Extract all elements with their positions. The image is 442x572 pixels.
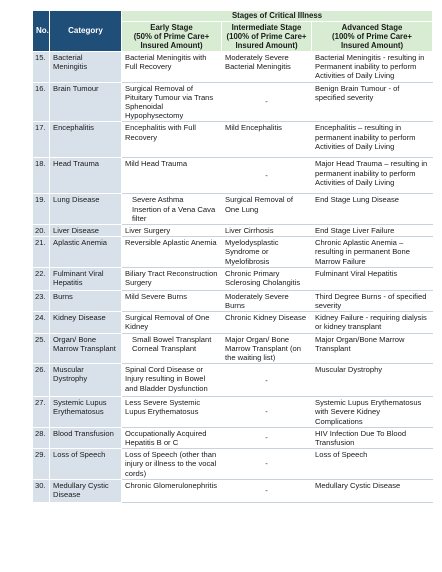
table-body xyxy=(33,52,433,503)
table-row xyxy=(33,333,433,364)
header-advanced-line: Advanced Stage xyxy=(341,23,403,32)
row-intermediate-stage: Mild Encephalitis xyxy=(222,122,312,158)
header-advanced-line: Insured Amount) xyxy=(340,41,404,50)
row-early-stage: Less Severe Systemic Lupus Erythematosus xyxy=(122,397,222,428)
list-item: • Insertion of a Vena Cava filter xyxy=(125,205,218,223)
header-stages-title: Stages of Critical Illness xyxy=(122,11,433,22)
row-intermediate-stage: - xyxy=(222,397,312,428)
table-row xyxy=(33,122,433,158)
row-intermediate-stage: - xyxy=(222,82,312,122)
list-item: • Corneal Transplant xyxy=(125,344,218,353)
row-category: Liver Disease xyxy=(50,225,122,237)
row-advanced-stage: Benign Brain Tumour - of specified severity xyxy=(312,82,433,122)
row-category: Brain Tumour xyxy=(50,82,122,122)
header-intermediate-stage xyxy=(222,22,312,52)
row-intermediate-stage: - xyxy=(222,449,312,480)
table-row xyxy=(33,290,433,311)
row-advanced-stage: Medullary Cystic Disease xyxy=(312,479,433,502)
row-number: 28. xyxy=(33,427,50,448)
row-number: 15. xyxy=(33,52,50,83)
row-early-stage: Biliary Tract Reconstruction Surgery xyxy=(122,267,222,290)
header-intermediate-line: Intermediate Stage xyxy=(231,23,302,32)
row-early-stage: Mild Severe Burns xyxy=(122,290,222,311)
row-number: 29. xyxy=(33,449,50,480)
row-early-stage: Reversible Aplastic Anemia xyxy=(122,237,222,268)
row-intermediate-stage: Major Organ/ Bone Marrow Transplant (on the waiting list) xyxy=(222,333,312,364)
table-row xyxy=(33,194,433,225)
row-number: 18. xyxy=(33,158,50,194)
header-advanced-line: (100% of Prime Care+ xyxy=(332,32,412,41)
row-early-stage: Encephalitis with Full Recovery xyxy=(122,122,222,158)
row-early-stage: Surgical Removal of Pituitary Tumour via Trans Sphenoidal Hypophysectomy xyxy=(122,82,222,122)
row-number: 20. xyxy=(33,225,50,237)
row-advanced-stage: Chronic Aplastic Anemia – resulting in permanent Bone Marrow Failure xyxy=(312,237,433,268)
row-intermediate-stage: - xyxy=(222,364,312,397)
table-row xyxy=(33,52,433,83)
header-early-line: (50% of Prime Care+ xyxy=(133,32,210,41)
row-intermediate-stage: - xyxy=(222,158,312,194)
row-early-stage: Loss of Speech (other than injury or illness to the vocal cords) xyxy=(122,449,222,480)
row-early-stage: Bacterial Meningitis with Full Recovery xyxy=(122,52,222,83)
table-row xyxy=(33,312,433,333)
row-intermediate-stage: Chronic Kidney Disease xyxy=(222,312,312,333)
row-category: Lung Disease xyxy=(50,194,122,225)
row-number: 16. xyxy=(33,82,50,122)
row-early-stage: Occupationally Acquired Hepatitis B or C xyxy=(122,427,222,448)
header-early-line: Insured Amount) xyxy=(140,41,203,50)
row-advanced-stage: Fulminant Viral Hepatitis xyxy=(312,267,433,290)
table-row xyxy=(33,427,433,448)
row-category: Head Trauma xyxy=(50,158,122,194)
row-number: 30. xyxy=(33,479,50,502)
row-category: Blood Transfusion xyxy=(50,427,122,448)
row-number: 19. xyxy=(33,194,50,225)
row-category: Encephalitis xyxy=(50,122,122,158)
critical-illness-table xyxy=(32,10,433,503)
row-early-stage xyxy=(122,333,222,364)
row-advanced-stage: End Stage Liver Failure xyxy=(312,225,433,237)
row-early-stage xyxy=(122,194,222,225)
row-number: 21. xyxy=(33,237,50,268)
row-number: 23. xyxy=(33,290,50,311)
row-category: Medullary Cystic Disease xyxy=(50,479,122,502)
row-intermediate-stage: Moderately Severe Burns xyxy=(222,290,312,311)
row-advanced-stage: Major Organ/Bone Marrow Transplant xyxy=(312,333,433,364)
table-row xyxy=(33,397,433,428)
row-intermediate-stage: - xyxy=(222,479,312,502)
row-early-stage: Surgical Removal of One Kidney xyxy=(122,312,222,333)
row-category: Aplastic Anemia xyxy=(50,237,122,268)
row-category: Loss of Speech xyxy=(50,449,122,480)
table-row xyxy=(33,449,433,480)
row-number: 25. xyxy=(33,333,50,364)
header-category: Category xyxy=(50,11,122,52)
header-early-stage xyxy=(122,22,222,52)
row-number: 27. xyxy=(33,397,50,428)
row-advanced-stage: Muscular Dystrophy xyxy=(312,364,433,397)
table-row xyxy=(33,267,433,290)
header-no: No. xyxy=(33,11,50,52)
row-advanced-stage: Systemic Lupus Erythematosus with Severe Kidney Complications xyxy=(312,397,433,428)
row-early-stage: Mild Head Trauma xyxy=(122,158,222,194)
row-early-stage: Spinal Cord Disease or Injury resulting in Bowel and Bladder Dysfunction xyxy=(122,364,222,397)
row-advanced-stage: End Stage Lung Disease xyxy=(312,194,433,225)
row-number: 17. xyxy=(33,122,50,158)
row-advanced-stage: Major Head Trauma – resulting in permanent inability to perform Activities of Daily Living xyxy=(312,158,433,194)
row-category: Burns xyxy=(50,290,122,311)
row-category: Muscular Dystrophy xyxy=(50,364,122,397)
row-early-stage: Liver Surgery xyxy=(122,225,222,237)
row-category: Fulminant Viral Hepatitis xyxy=(50,267,122,290)
row-intermediate-stage: Surgical Removal of One Lung xyxy=(222,194,312,225)
row-advanced-stage: Kidney Failure - requiring dialysis or kidney transplant xyxy=(312,312,433,333)
row-intermediate-stage: Moderately Severe Bacterial Meningitis xyxy=(222,52,312,83)
row-category: Kidney Disease xyxy=(50,312,122,333)
row-number: 26. xyxy=(33,364,50,397)
row-early-stage: Chronic Glomerulonephritis xyxy=(122,479,222,502)
table-row xyxy=(33,479,433,502)
row-intermediate-stage: Chronic Primary Sclerosing Cholangitis xyxy=(222,267,312,290)
row-advanced-stage: HIV Infection Due To Blood Transfusion xyxy=(312,427,433,448)
row-intermediate-stage: - xyxy=(222,427,312,448)
row-intermediate-stage: Liver Cirrhosis xyxy=(222,225,312,237)
row-advanced-stage: Encephalitis – resulting in permanent inability to perform Activities of Daily Living xyxy=(312,122,433,158)
table-row xyxy=(33,225,433,237)
table-row xyxy=(33,82,433,122)
row-number: 22. xyxy=(33,267,50,290)
early-stage-list xyxy=(125,195,218,223)
row-category: Organ/ Bone Marrow Transplant xyxy=(50,333,122,364)
early-stage-list xyxy=(125,335,218,353)
header-advanced-stage xyxy=(312,22,433,52)
list-item: • Severe Asthma xyxy=(125,195,218,204)
row-number: 24. xyxy=(33,312,50,333)
table-row xyxy=(33,237,433,268)
row-advanced-stage: Loss of Speech xyxy=(312,449,433,480)
row-intermediate-stage: Myelodysplastic Syndrome or Myelofibrosis xyxy=(222,237,312,268)
header-intermediate-line: (100% of Prime Care+ xyxy=(226,32,307,41)
list-item: • Small Bowel Transplant xyxy=(125,335,218,344)
header-early-line: Early Stage xyxy=(150,23,193,32)
table-row xyxy=(33,158,433,194)
row-advanced-stage: Bacterial Meningitis - resulting in Permanent inability to perform Activities of Daily Living xyxy=(312,52,433,83)
table-header xyxy=(33,11,433,52)
row-category: Bacterial Meningitis xyxy=(50,52,122,83)
table-row xyxy=(33,364,433,397)
row-category: Systemic Lupus Erythematosus xyxy=(50,397,122,428)
header-intermediate-line: Insured Amount) xyxy=(235,41,298,50)
row-advanced-stage: Third Degree Burns - of specified severity xyxy=(312,290,433,311)
